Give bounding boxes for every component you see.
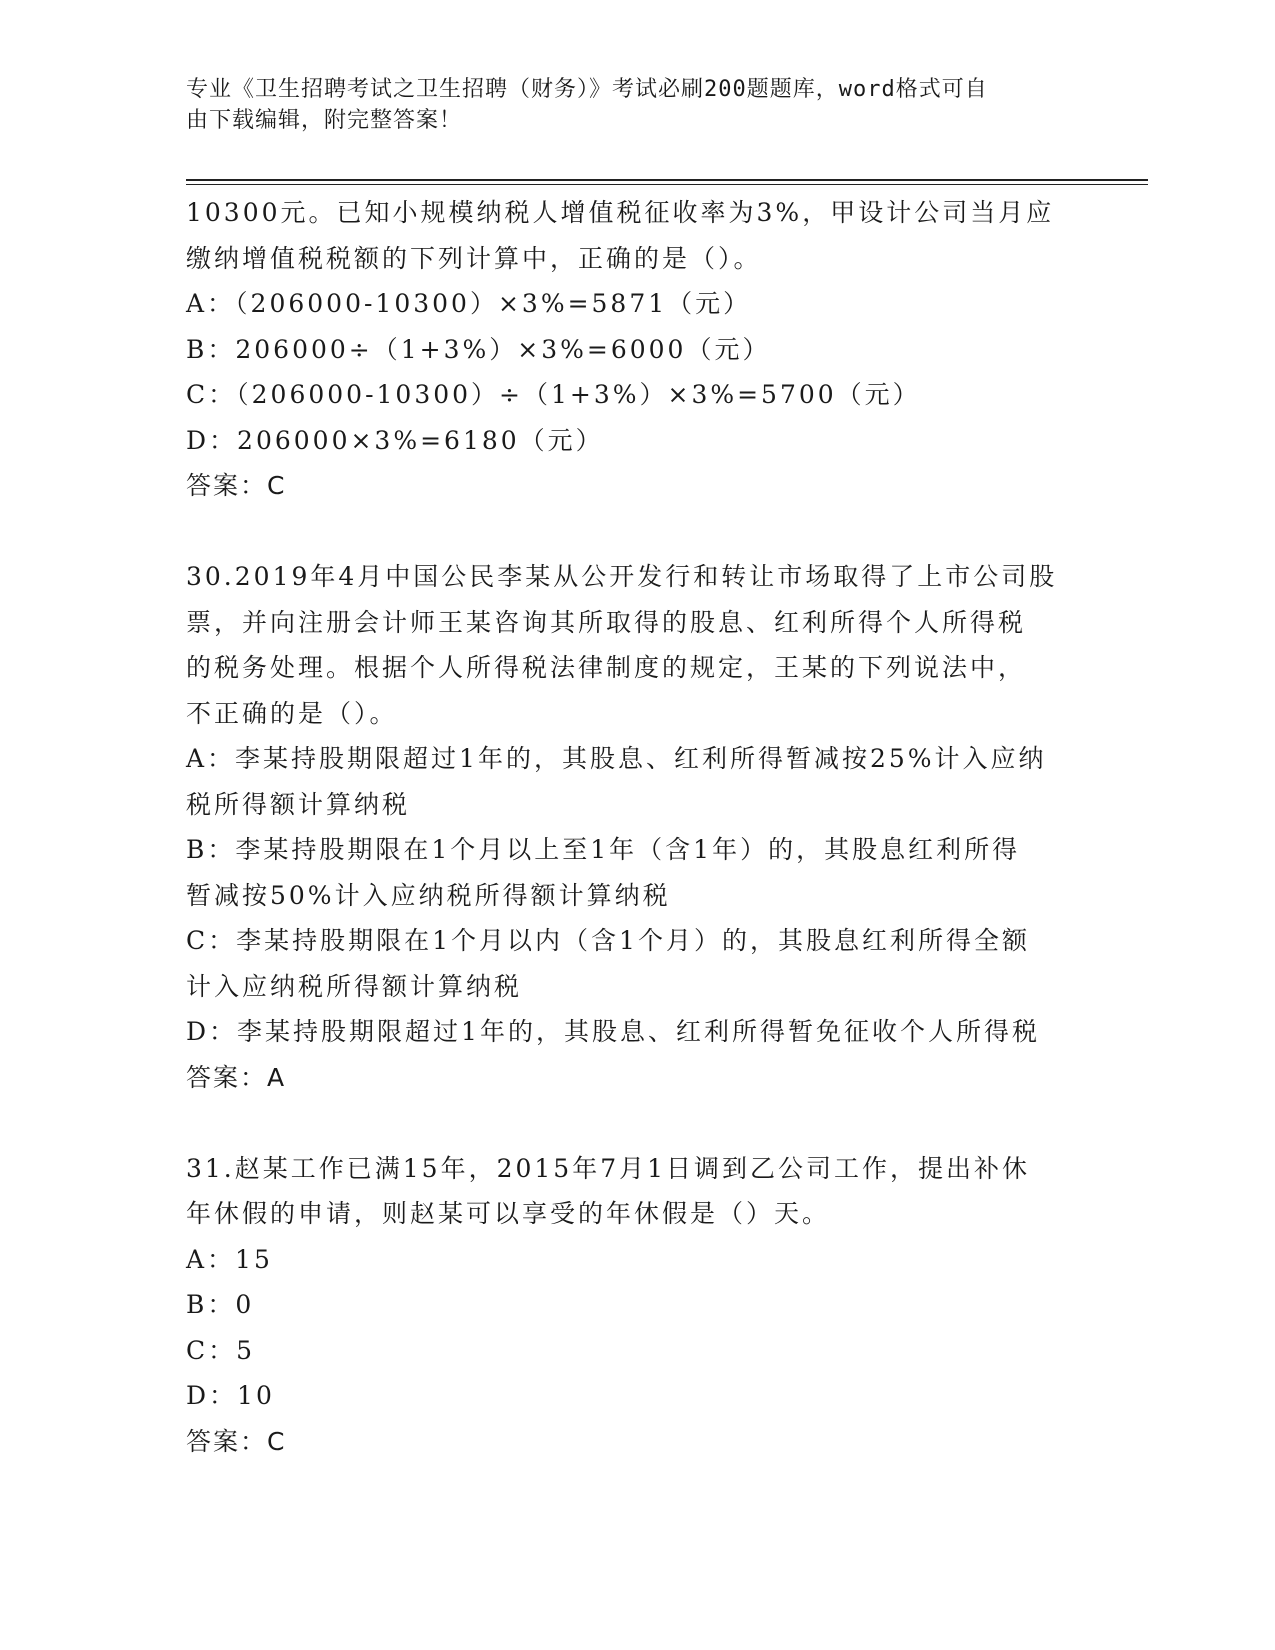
option-c-continued: 计入应纳税所得额计算纳税 [186, 971, 523, 1001]
document-body [186, 190, 1086, 1464]
option-b-continued: 暂减按50%计入应纳税所得额计算纳税 [186, 880, 671, 910]
header-divider-thick [186, 179, 1148, 181]
option-a: A：（206000-10300）×3%=5871（元） [186, 289, 752, 318]
header-line-1: 专业《卫生招聘考试之卫生招聘（财务）》考试必刷200题题库，word格式可自 [186, 77, 988, 102]
question-30 [186, 554, 1086, 1100]
option-c: C：李某持股期限在1个月以内（含1个月）的，其股息红利所得全额 [186, 926, 1030, 955]
header-divider-thin [186, 184, 1148, 185]
option-d: D：李某持股期限超过1年的，其股息、红利所得暂免征收个人所得税 [186, 1017, 1040, 1046]
answer-line: 答案：A [186, 1062, 287, 1092]
question-stem-line: 票，并向注册会计师王某咨询其所取得的股息、红利所得个人所得税 [186, 607, 1027, 637]
document-header [186, 74, 1086, 136]
question-stem-line: 的税务处理。根据个人所得税法律制度的规定，王某的下列说法中， [186, 653, 1027, 682]
question-stem-line: 不正确的是（）。 [186, 698, 398, 728]
question-29 [186, 190, 1086, 509]
option-d: D：206000×3%=6180（元） [186, 425, 604, 455]
answer-line: 答案：C [186, 471, 287, 500]
spacer [186, 1100, 1086, 1146]
option-a: A：15 [186, 1244, 273, 1274]
option-b: B：0 [186, 1290, 255, 1319]
question-stem-line: 年休假的申请，则赵某可以享受的年休假是（）天。 [186, 1199, 831, 1228]
option-b: B：李某持股期限在1个月以上至1年（含1年）的，其股息红利所得 [186, 835, 1021, 864]
question-31 [186, 1146, 1086, 1465]
option-c: C：（206000-10300）÷（1+3%）×3%=5700（元） [186, 380, 921, 409]
option-d: D：10 [186, 1381, 275, 1410]
option-c: C：5 [186, 1335, 256, 1365]
option-b: B：206000÷（1+3%）×3%=6000（元） [186, 334, 771, 364]
question-stem-line: 10300元。已知小规模纳税人增值税征收率为3%，甲设计公司当月应 [186, 198, 1055, 227]
question-stem-line: 30.2019年4月中国公民李某从公开发行和转让市场取得了上市公司股 [186, 562, 1058, 591]
question-stem-line: 缴纳增值税税额的下列计算中，正确的是（）。 [186, 243, 762, 273]
option-a-continued: 税所得额计算纳税 [186, 789, 411, 819]
answer-line: 答案：C [186, 1426, 287, 1456]
spacer [186, 509, 1086, 555]
question-stem-line: 31.赵某工作已满15年，2015年7月1日调到乙公司工作，提出补休 [186, 1153, 1031, 1183]
header-line-2: 由下载编辑，附完整答案！ [186, 108, 463, 133]
option-a: A：李某持股期限超过1年的，其股息、红利所得暂减按25%计入应纳 [186, 744, 1047, 773]
